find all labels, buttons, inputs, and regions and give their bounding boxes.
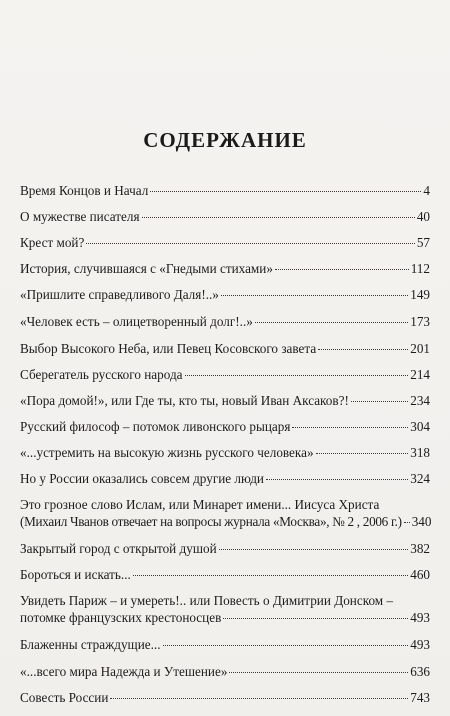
toc-entry-page: 40 bbox=[416, 209, 430, 224]
toc-entry-page: 493 bbox=[410, 610, 430, 625]
toc-entry-title: «...устремить на высокую жизнь русского человека» bbox=[20, 445, 314, 460]
toc-entry-title-line2: (Михаил Чванов отвечает на вопросы журнала «Москва», № 2 , 2006 г.) bbox=[20, 514, 402, 529]
dot-leader bbox=[221, 295, 408, 296]
dot-leader bbox=[316, 453, 409, 454]
dot-leader bbox=[351, 401, 408, 402]
toc-entry-page: 304 bbox=[410, 419, 430, 434]
toc-entry bbox=[20, 444, 430, 461]
dot-leader bbox=[133, 575, 408, 576]
toc-entry bbox=[20, 418, 430, 435]
toc-entry bbox=[20, 366, 430, 383]
toc-entry-title: Закрытый город с открытой душой bbox=[20, 541, 217, 556]
toc-entry-page: 201 bbox=[410, 341, 430, 356]
toc-entry-page: 318 bbox=[410, 445, 430, 460]
toc-entry-page: 324 bbox=[410, 471, 430, 486]
toc-entry bbox=[20, 592, 430, 626]
toc-entry bbox=[20, 260, 430, 277]
toc-entry-title: Русский философ – потомок ливонского рыцаря bbox=[20, 419, 291, 434]
toc-entry bbox=[20, 689, 430, 706]
dot-leader bbox=[150, 191, 421, 192]
toc-entry-title: Совесть России bbox=[20, 690, 109, 705]
toc-entry-title: Но у России оказались совсем другие люди bbox=[20, 471, 264, 486]
toc-entry-title: «Пришлите справедливого Даля!..» bbox=[20, 287, 219, 302]
dot-leader bbox=[185, 375, 409, 376]
toc-entry-page: 149 bbox=[410, 287, 430, 302]
toc-entry-page: 214 bbox=[410, 367, 430, 382]
dot-leader bbox=[229, 672, 408, 673]
toc-entry-page: 4 bbox=[423, 183, 430, 198]
toc-entry-page: 57 bbox=[416, 235, 430, 250]
toc-entry bbox=[20, 392, 430, 409]
toc-entry-title: Блаженны страждущие... bbox=[20, 637, 161, 652]
dot-leader bbox=[110, 698, 408, 699]
toc-entry-title-line1: Это грозное слово Ислам, или Минарет имени... Иисуса Христа bbox=[20, 497, 380, 512]
toc-entry-title: Крест мой? bbox=[20, 235, 85, 250]
toc-entry bbox=[20, 636, 430, 653]
toc-entry-page: 112 bbox=[410, 261, 430, 276]
dot-leader bbox=[163, 645, 409, 646]
toc-entry bbox=[20, 234, 430, 251]
toc-entry bbox=[20, 208, 430, 225]
toc-entry bbox=[20, 313, 430, 330]
dot-leader bbox=[219, 549, 409, 550]
dot-leader bbox=[223, 618, 408, 619]
toc-entry-page: 340 bbox=[411, 514, 432, 529]
toc-entry-title-line2: потомке французских крестоносцев bbox=[20, 610, 222, 625]
page-title: СОДЕРЖАНИЕ bbox=[143, 128, 307, 152]
toc-entry-page: 460 bbox=[410, 567, 430, 582]
toc-entry-title: Время Концов и Начал bbox=[20, 183, 149, 198]
toc-entry-title: Бороться и искать... bbox=[20, 567, 131, 582]
toc-entry bbox=[20, 540, 430, 557]
toc-entry bbox=[20, 566, 430, 583]
toc-entry-page: 234 bbox=[410, 393, 430, 408]
dot-leader bbox=[255, 322, 408, 323]
toc-entry bbox=[20, 496, 430, 530]
dot-leader bbox=[318, 349, 408, 350]
toc-entry-page: 493 bbox=[410, 637, 430, 652]
toc-entry-title: «Пора домой!», или Где ты, кто ты, новый Иван Аксаков?! bbox=[20, 393, 349, 408]
toc-entry-title: «...всего мира Надежда и Утешение» bbox=[20, 664, 228, 679]
toc-entry-title: «Человек есть – олицетворенный долг!..» bbox=[20, 314, 253, 329]
toc-entry bbox=[20, 286, 430, 303]
toc-entry-page: 173 bbox=[410, 314, 430, 329]
toc-entry-title: История, случившаяся с «Гнедыми стихами» bbox=[20, 261, 273, 276]
dot-leader bbox=[142, 217, 415, 218]
toc-entry bbox=[20, 470, 430, 487]
toc-entry-title: Выбор Высокого Неба, или Певец Косовского завета bbox=[20, 341, 317, 356]
toc-entry bbox=[20, 340, 430, 357]
toc-entry-page: 382 bbox=[410, 541, 430, 556]
toc-entry-title-line1: Увидеть Париж – и умереть!.. или Повесть о Димитрии Донском – bbox=[20, 593, 394, 608]
toc-entry-page: 743 bbox=[410, 690, 430, 705]
toc-entry bbox=[20, 663, 430, 680]
toc-entry bbox=[20, 182, 430, 199]
dot-leader bbox=[275, 269, 409, 270]
toc-entry-page: 636 bbox=[410, 664, 430, 679]
toc-entry-title: Сберегатель русского народа bbox=[20, 367, 183, 382]
dot-leader bbox=[292, 427, 408, 428]
dot-leader bbox=[86, 243, 414, 244]
dot-leader bbox=[404, 522, 410, 523]
dot-leader bbox=[266, 479, 408, 480]
toc-entry-title: О мужестве писателя bbox=[20, 209, 140, 224]
